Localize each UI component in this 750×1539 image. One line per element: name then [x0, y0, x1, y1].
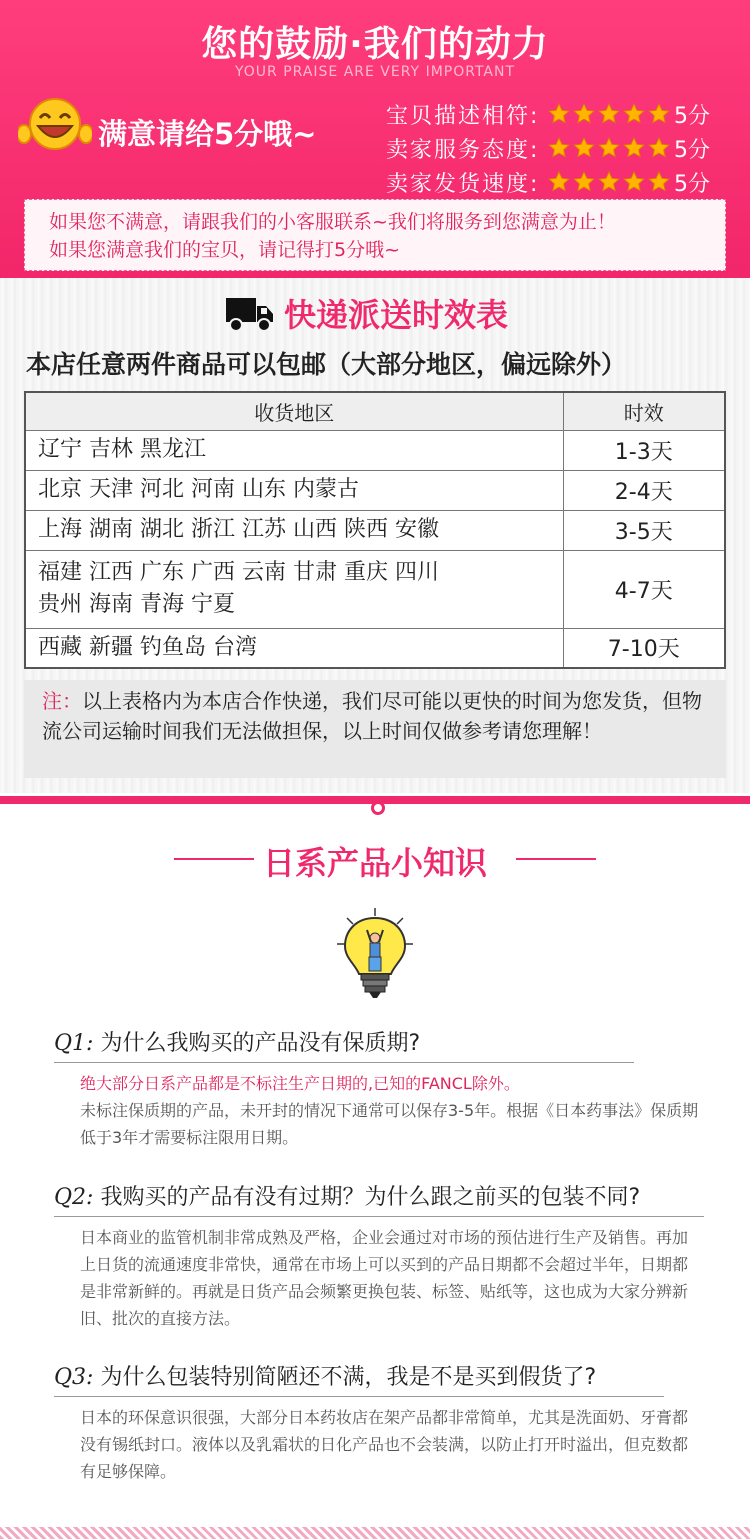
table-row [25, 430, 725, 470]
answer-highlight: 绝大部分日系产品都是不标注生产日期的,已知的FANCL除外。 [80, 1074, 520, 1093]
star-icon [573, 171, 595, 193]
star-icon [623, 137, 645, 159]
star-icon [573, 137, 595, 159]
star-rating [548, 171, 670, 193]
delivery-title: 快递派送时效表 [284, 296, 509, 334]
region-cell: 辽宁 吉林 黑龙江 [25, 430, 563, 470]
rating-label: 宝贝描述相符: [386, 103, 540, 129]
star-rating [548, 103, 670, 125]
title-rule-right [516, 858, 596, 860]
note-label: 注： [42, 689, 82, 713]
question-1 [54, 1026, 420, 1057]
star-icon [548, 103, 570, 125]
star-icon [598, 137, 620, 159]
time-cell: 3-5天 [563, 510, 725, 550]
note-text: 以上表格内为本店合作快递，我们尽可能以更快的时间为您发货，但物流公司运输时间我们无法做担保，以上时间仅做参考请您理解！ [42, 689, 702, 743]
star-icon [623, 171, 645, 193]
rating-list [386, 97, 736, 199]
rating-score: 5分 [674, 137, 710, 163]
rating-row-description [386, 97, 736, 131]
time-cell: 4-7天 [563, 550, 725, 628]
region-cell: 上海 湖南 湖北 浙江 江苏 山西 陕西 安徽 [25, 510, 563, 550]
star-icon [648, 137, 670, 159]
rating-row-service [386, 131, 736, 165]
column-header: 时效 [563, 392, 725, 430]
answer-3 [80, 1404, 700, 1485]
question-number: Q3: [54, 1365, 94, 1390]
question-text: 为什么我购买的产品没有保质期? [100, 1031, 421, 1056]
star-icon [598, 171, 620, 193]
question-number: Q1: [54, 1031, 94, 1056]
question-text: 我购买的产品有没有过期？为什么跟之前买的包装不同? [100, 1185, 641, 1210]
region-cell: 西藏 新疆 钓鱼岛 台湾 [25, 628, 563, 668]
answer-text: 日本的环保意识很强，大部分日本药妆店在架产品都非常简单，尤其是洗面奶、牙膏都没有锡纸封口。液体以及乳霜状的日化产品也不会装满，以防止打开时溢出，但克数都有足够保障。 [80, 1408, 689, 1481]
message-line: 如果您不满意，请跟我们的小客服联系~我们将服务到您满意为止！ [49, 211, 616, 233]
rating-row-shipping [386, 165, 736, 199]
rating-score: 5分 [674, 171, 710, 197]
star-icon [548, 171, 570, 193]
time-cell: 2-4天 [563, 470, 725, 510]
decorative-bottom-strip [0, 1527, 750, 1539]
star-icon [623, 103, 645, 125]
answer-2 [80, 1224, 700, 1332]
service-message-box [24, 199, 726, 271]
time-cell: 1-3天 [563, 430, 725, 470]
table-row [25, 510, 725, 550]
table-row [25, 470, 725, 510]
delivery-subtitle: 本店任意两件商品可以包邮（大部分地区，偏远除外） [26, 350, 627, 379]
time-cell: 7-10天 [563, 628, 725, 668]
question-rule [54, 1216, 704, 1217]
region-line: 福建 江西 广东 广西 云南 甘肃 重庆 四川 [38, 560, 439, 585]
region-cell [25, 550, 563, 628]
table-header-row [25, 392, 725, 430]
region-cell: 北京 天津 河北 河南 山东 内蒙古 [25, 470, 563, 510]
answer-text: 日本商业的监管机制非常成熟及严格，企业会通过对市场的预估进行生产及销售。再加上日货的流通速度非常快，通常在市场上可以买到的产品日期都不会超过半年，日期都是非常新鲜的。再就是日货产品会频繁更换包装、标签、贴纸等，这也成为大家分辨新旧、批次的直接方法。 [80, 1228, 689, 1328]
question-text: 为什么包装特别简陋还不满，我是不是买到假货了? [100, 1365, 597, 1390]
delivery-table [24, 391, 726, 669]
knowledge-title: 日系产品小知识 [262, 844, 487, 882]
star-icon [598, 103, 620, 125]
question-number: Q2: [54, 1185, 94, 1210]
column-header: 收货地区 [25, 392, 563, 430]
answer-1 [80, 1070, 700, 1151]
lightbulb-icon [333, 906, 417, 1002]
banner-subtitle: YOUR PRAISE ARE VERY IMPORTANT [234, 64, 516, 80]
truck-icon [226, 294, 274, 332]
table-row [25, 628, 725, 668]
question-3 [54, 1360, 596, 1391]
star-rating [548, 137, 670, 159]
divider-dot [371, 801, 385, 815]
question-rule [54, 1062, 634, 1063]
star-icon [648, 171, 670, 193]
rating-score: 5分 [674, 103, 710, 129]
answer-text: 未标注保质期的产品，未开封的情况下通常可以保存3-5年。根据《日本药事法》保质期低于3年才需要标注限用日期。 [80, 1101, 699, 1147]
rating-label: 卖家发货速度: [386, 171, 540, 197]
star-icon [573, 103, 595, 125]
question-2 [54, 1180, 640, 1211]
star-icon [648, 103, 670, 125]
region-line: 贵州 海南 青海 宁夏 [38, 592, 235, 617]
banner-title: 您的鼓励·我们的动力 [201, 24, 549, 65]
table-row [25, 550, 725, 628]
delivery-note [24, 680, 726, 778]
message-line: 如果您满意我们的宝贝，请记得打5分哦~ [49, 239, 401, 261]
laughing-emoji-icon [18, 96, 92, 152]
praise-text: 满意请给5分哦~ [98, 117, 317, 151]
rating-label: 卖家服务态度: [386, 137, 540, 163]
question-rule [54, 1396, 664, 1397]
star-icon [548, 137, 570, 159]
